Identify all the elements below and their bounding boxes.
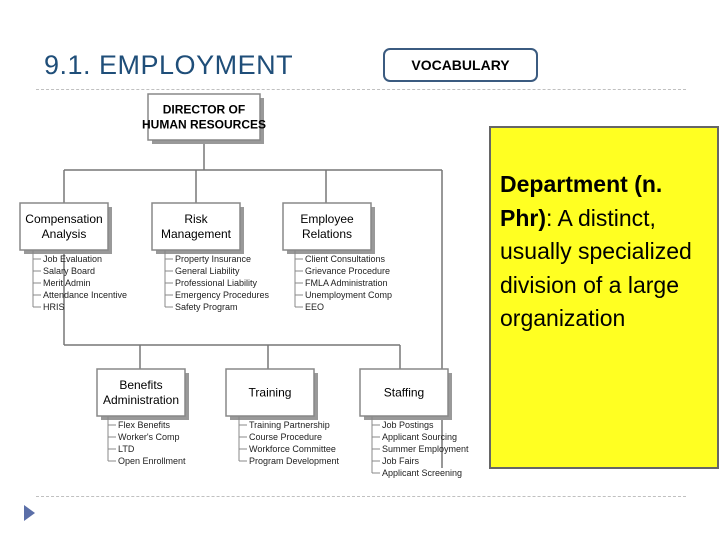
dept-item: Applicant Screening (382, 468, 463, 478)
dept-items-ben (108, 416, 186, 466)
dept-item: Job Fairs (382, 456, 420, 466)
dept-item: FMLA Administration (305, 278, 388, 288)
director-box-label: DIRECTOR OF (162, 102, 246, 117)
dept-item: Summer Employment (382, 444, 469, 454)
dept-items-risk (165, 250, 270, 312)
director-box (142, 94, 266, 144)
dept-box-ben (97, 369, 189, 420)
dept-box-risk-label: Management (160, 227, 232, 241)
bottom-divider (36, 496, 686, 497)
dept-item: Worker's Comp (118, 432, 180, 442)
dept-item: General Liability (175, 266, 240, 276)
dept-box-staff (360, 369, 452, 420)
dept-items-staff (372, 416, 469, 478)
dept-item: Salary Board (43, 266, 96, 276)
director-box-label: HUMAN RESOURCES (141, 117, 267, 132)
dept-item: Grievance Procedure (305, 266, 391, 276)
definition-term: Department (n. Phr) (500, 171, 663, 231)
dept-box-ben-label: Benefits (119, 378, 163, 392)
dept-item: Client Consultations (305, 254, 386, 264)
slide-bullet-icon (22, 503, 36, 523)
dept-item: Safety Program (175, 302, 238, 312)
dept-box-comp-label: Compensation (25, 212, 103, 226)
dept-item: Flex Benefits (118, 420, 171, 430)
dept-item: Merit Admin (43, 278, 91, 288)
dept-item: Emergency Procedures (175, 290, 270, 300)
dept-item: Program Development (249, 456, 340, 466)
dept-item: Workforce Committee (249, 444, 336, 454)
dept-item: Applicant Sourcing (382, 432, 458, 442)
dept-box-comp-label: Analysis (41, 227, 87, 241)
dept-box-risk-label: Risk (184, 212, 208, 226)
dept-item: Open Enrollment (118, 456, 186, 466)
dept-item: EEO (305, 302, 325, 312)
dept-items-comp (33, 250, 127, 312)
dept-box-train-label: Training (248, 385, 292, 400)
dept-item: Training Partnership (249, 420, 330, 430)
slide-title: 9.1. EMPLOYMENT (44, 50, 294, 80)
dept-box-emp-label: Employee (300, 212, 354, 226)
definition-box (489, 126, 719, 469)
dept-item: Job Postings (382, 420, 434, 430)
dept-items-train (239, 416, 340, 466)
dept-item: Unemployment Comp (305, 290, 393, 300)
dept-item: Professional Liability (175, 278, 258, 288)
dept-box-emp-label: Relations (301, 227, 353, 241)
definition-separator: : (546, 204, 558, 231)
dept-box-comp (20, 203, 112, 254)
dept-item: Attendance Incentive (43, 290, 128, 300)
dept-box-emp (283, 203, 375, 254)
dept-item: Course Procedure (249, 432, 323, 442)
dept-item: HRIS (43, 302, 65, 312)
dept-item: LTD (118, 444, 135, 454)
definition-meaning: A distinct, usually specialized division of a large organization (500, 204, 692, 331)
dept-item: Property Insurance (175, 254, 252, 264)
dept-items-emp (295, 250, 392, 312)
dept-box-train (226, 369, 318, 420)
dept-box-staff-label: Staffing (383, 385, 425, 400)
dept-item: Job Evaluation (43, 254, 103, 264)
vocabulary-label: VOCABULARY (383, 48, 538, 82)
dept-box-ben-label: Administration (102, 393, 180, 407)
dept-box-risk (152, 203, 244, 254)
